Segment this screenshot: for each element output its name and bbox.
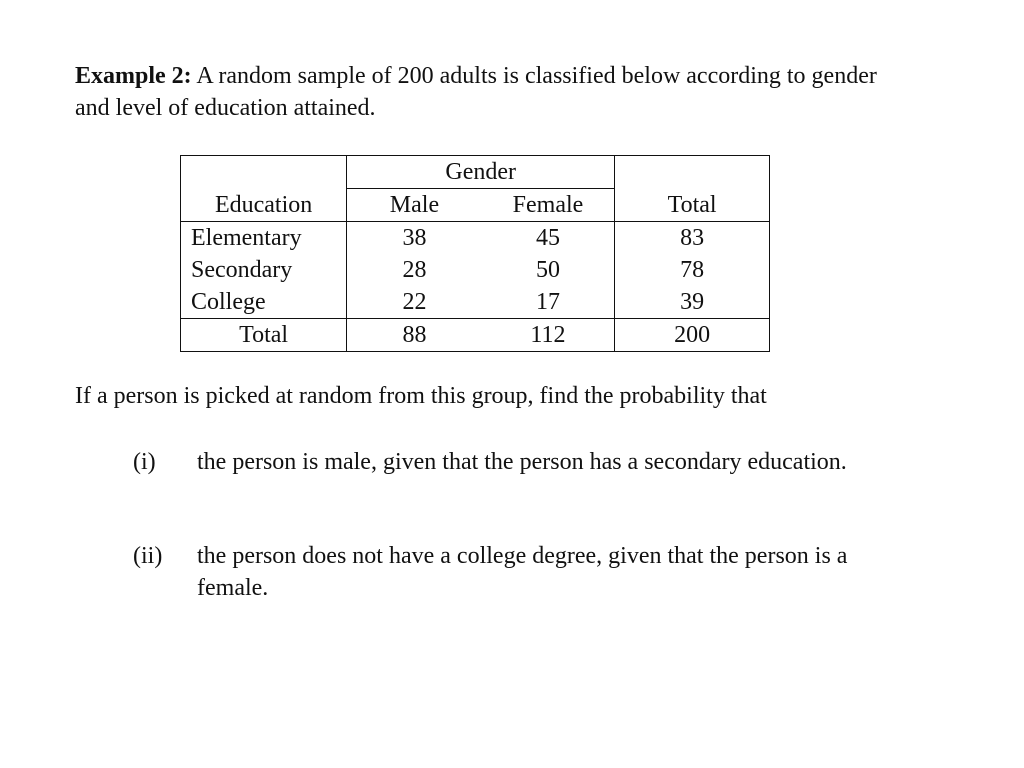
female-header: Female <box>482 189 615 222</box>
contingency-table <box>180 155 770 352</box>
cell-total: 39 <box>615 286 770 319</box>
item-number: (i) <box>133 449 156 475</box>
cell-female: 17 <box>482 286 615 319</box>
total-row <box>181 319 770 352</box>
total-header-top <box>615 156 770 189</box>
total-row-label: Total <box>181 319 347 352</box>
total-grand: 200 <box>615 319 770 352</box>
cell-total: 78 <box>615 254 770 286</box>
item-text: the person does not have a college degree, given that the person is a female. <box>197 543 848 601</box>
gender-header: Gender <box>347 156 615 189</box>
table-row <box>181 222 770 255</box>
example-label: Example 2: <box>75 63 192 89</box>
total-female: 112 <box>482 319 615 352</box>
total-header: Total <box>615 189 770 222</box>
row-label: Elementary <box>181 222 347 255</box>
example-intro <box>75 60 915 124</box>
cell-female: 45 <box>482 222 615 255</box>
cell-total: 83 <box>615 222 770 255</box>
example-text: A random sample of 200 adults is classified below according to gender and level of education attained. <box>75 63 877 121</box>
cell-male: 22 <box>347 286 482 319</box>
table-row <box>181 254 770 286</box>
total-male: 88 <box>347 319 482 352</box>
table-corner <box>181 156 347 189</box>
item-text: the person is male, given that the person has a secondary education. <box>197 449 847 475</box>
cell-female: 50 <box>482 254 615 286</box>
table-row <box>181 286 770 319</box>
cell-male: 28 <box>402 257 427 283</box>
row-label: College <box>181 286 347 319</box>
item-number: (ii) <box>133 543 163 569</box>
question-text: If a person is picked at random from this group, find the probability that <box>75 383 767 409</box>
row-label: Secondary <box>181 254 347 286</box>
cell-male: 38 <box>402 225 427 251</box>
education-header: Education <box>181 189 347 222</box>
male-header: Male <box>347 189 482 222</box>
